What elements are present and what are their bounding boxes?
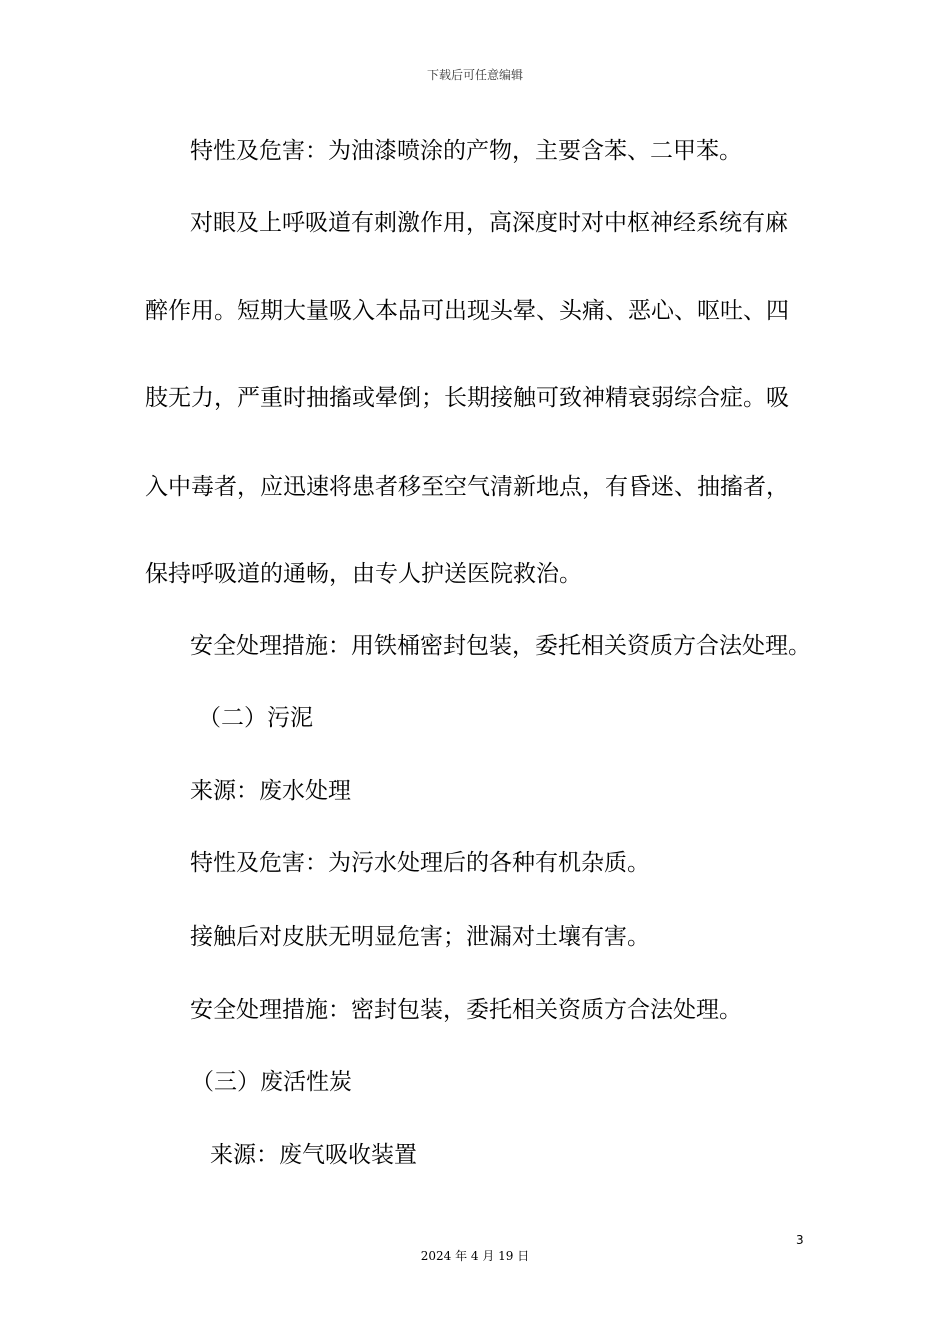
paragraph-line: 安全处理措施：用铁桶密封包装，委托相关资质方合法处理。 [190,633,811,659]
paragraph-line: 特性及危害：为油漆喷涂的产物，主要含苯、二甲苯。 [190,138,742,164]
paragraph-line: 保持呼吸道的通畅，由专人护送医院救治。 [145,561,582,587]
paragraph-line: 来源：废气吸收装置 [210,1142,417,1168]
paragraph-line: 醉作用。短期大量吸入本品可出现头晕、头痛、恶心、呕吐、四 [145,298,789,324]
section-heading: （三）废活性炭 [191,1069,352,1095]
paragraph-line: 肢无力，严重时抽搐或晕倒；长期接触可致神精衰弱综合症。吸 [145,385,789,411]
paragraph-line: 对眼及上呼吸道有刺激作用，高深度时对中枢神经系统有麻 [190,210,788,236]
page-header: 下载后可任意编辑 [426,68,523,82]
paragraph-line: 接触后对皮肤无明显危害；泄漏对土壤有害。 [190,924,650,950]
footer-date: 2024 年 4 月 19 日 [420,1249,530,1263]
section-heading: （二）污泥 [198,705,313,731]
page-number: 3 [796,1233,804,1247]
paragraph-line: 特性及危害：为污水处理后的各种有机杂质。 [190,850,650,876]
paragraph-line: 安全处理措施：密封包装，委托相关资质方合法处理。 [190,997,742,1023]
paragraph-line: 来源：废水处理 [190,778,351,804]
paragraph-line: 入中毒者，应迅速将患者移至空气清新地点，有昏迷、抽搐者， [145,474,789,500]
